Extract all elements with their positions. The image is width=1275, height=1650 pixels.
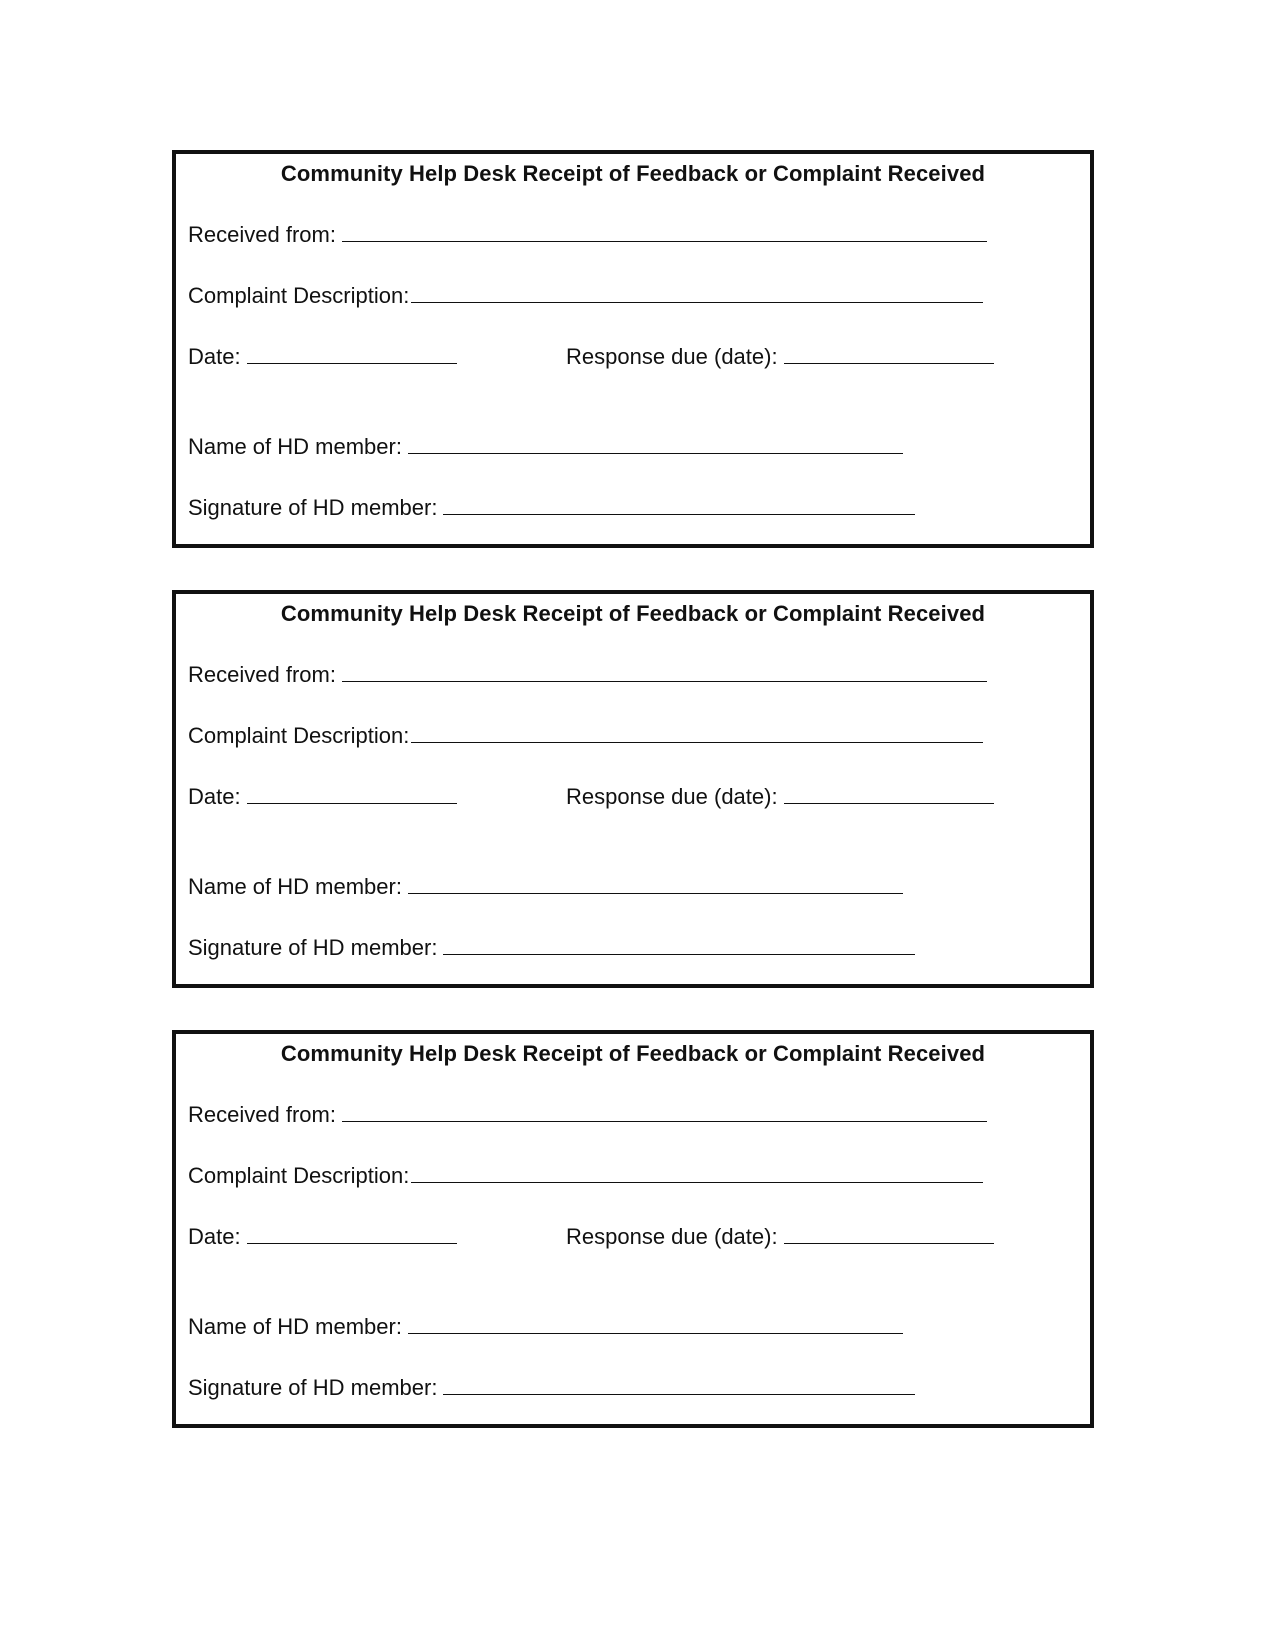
date-field[interactable]: [247, 1223, 457, 1244]
date-label: Date:: [188, 344, 241, 369]
date-field[interactable]: [247, 783, 457, 804]
received-from-label: Received from:: [188, 222, 336, 247]
received-from-field[interactable]: [342, 221, 987, 242]
hd-member-name-row: [188, 1313, 903, 1340]
hd-member-name-row: [188, 873, 903, 900]
hd-member-signature-label: Signature of HD member:: [188, 1375, 438, 1400]
received-from-row: [188, 221, 987, 248]
hd-member-signature-row: [188, 1374, 915, 1401]
response-due-field[interactable]: [784, 343, 994, 364]
response-due-field[interactable]: [784, 783, 994, 804]
response-due-row: [566, 343, 994, 370]
complaint-description-row: [188, 282, 983, 309]
date-row: [188, 1223, 457, 1250]
received-from-field[interactable]: [342, 661, 987, 682]
hd-member-signature-row: [188, 494, 915, 521]
complaint-description-label: Complaint Description:: [188, 1163, 410, 1188]
response-due-label: Response due (date):: [566, 344, 778, 369]
received-from-field[interactable]: [342, 1101, 987, 1122]
hd-member-name-field[interactable]: [408, 1313, 903, 1334]
response-due-row: [566, 783, 994, 810]
hd-member-signature-field[interactable]: [443, 1374, 915, 1395]
date-label: Date:: [188, 1224, 241, 1249]
hd-member-name-label: Name of HD member:: [188, 434, 402, 459]
response-due-label: Response due (date):: [566, 1224, 778, 1249]
receipt-title: Community Help Desk Receipt of Feedback or Complaint Received: [280, 601, 986, 626]
date-label: Date:: [188, 784, 241, 809]
received-from-label: Received from:: [188, 1102, 336, 1127]
hd-member-name-label: Name of HD member:: [188, 1314, 402, 1339]
receipt-form-3: [172, 1030, 1094, 1428]
hd-member-signature-label: Signature of HD member:: [188, 935, 438, 960]
complaint-description-field[interactable]: [411, 282, 983, 303]
hd-member-name-row: [188, 433, 903, 460]
response-due-label: Response due (date):: [566, 784, 778, 809]
hd-member-name-field[interactable]: [408, 433, 903, 454]
hd-member-signature-label: Signature of HD member:: [188, 495, 438, 520]
hd-member-signature-field[interactable]: [443, 494, 915, 515]
date-row: [188, 783, 457, 810]
date-row: [188, 343, 457, 370]
hd-member-signature-field[interactable]: [443, 934, 915, 955]
received-from-row: [188, 661, 987, 688]
hd-member-name-field[interactable]: [408, 873, 903, 894]
date-field[interactable]: [247, 343, 457, 364]
complaint-description-label: Complaint Description:: [188, 723, 410, 748]
complaint-description-row: [188, 722, 983, 749]
complaint-description-label: Complaint Description:: [188, 283, 410, 308]
receipt-title: Community Help Desk Receipt of Feedback or Complaint Received: [280, 1041, 986, 1066]
hd-member-signature-row: [188, 934, 915, 961]
received-from-label: Received from:: [188, 662, 336, 687]
receipt-form-1: [172, 150, 1094, 548]
receipt-title: Community Help Desk Receipt of Feedback or Complaint Received: [280, 161, 986, 186]
complaint-description-row: [188, 1162, 983, 1189]
receipt-form-2: [172, 590, 1094, 988]
response-due-row: [566, 1223, 994, 1250]
complaint-description-field[interactable]: [411, 722, 983, 743]
hd-member-name-label: Name of HD member:: [188, 874, 402, 899]
received-from-row: [188, 1101, 987, 1128]
complaint-description-field[interactable]: [411, 1162, 983, 1183]
response-due-field[interactable]: [784, 1223, 994, 1244]
